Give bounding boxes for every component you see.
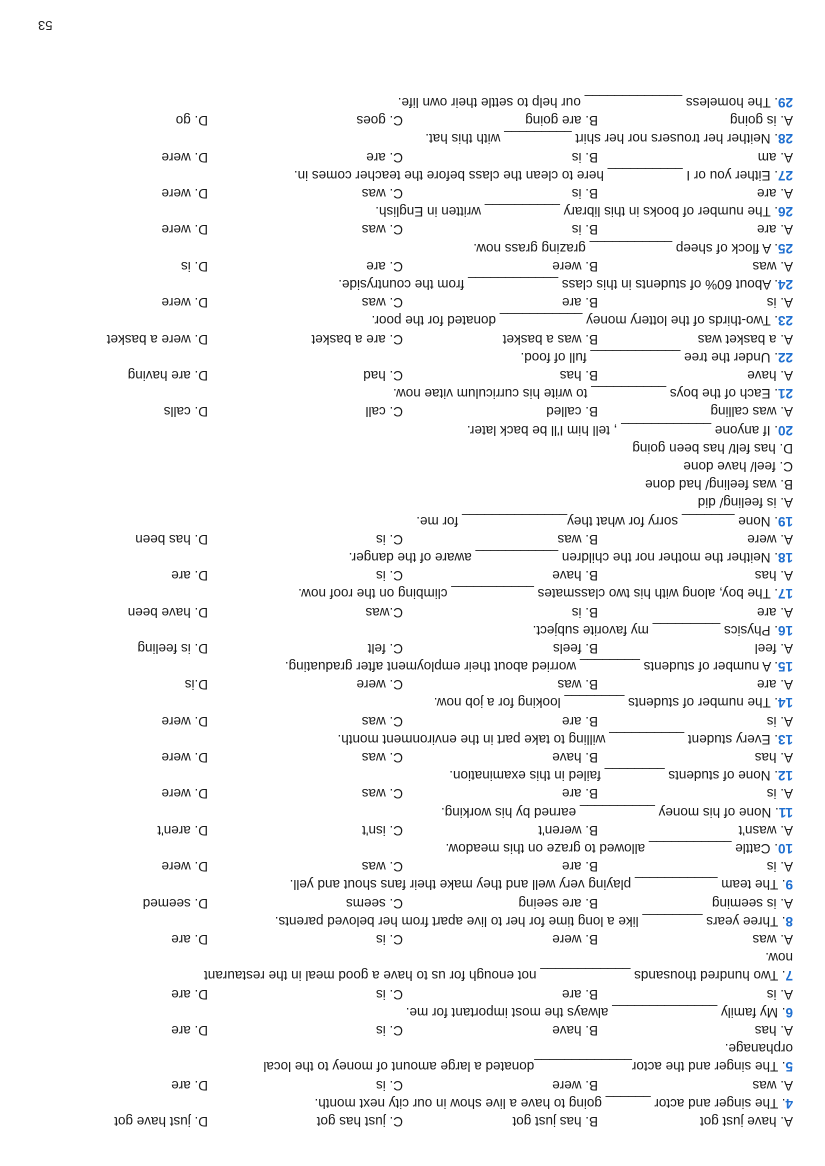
answer-option-d[interactable]: D.is	[184, 677, 208, 693]
answer-option-b[interactable]: B. were	[552, 932, 598, 948]
answer-option-a[interactable]: A. are	[756, 222, 793, 238]
question-number: 6	[785, 1004, 793, 1020]
answer-option-a[interactable]: A. was calling	[710, 404, 793, 420]
answer-option-b[interactable]: B. has just got	[512, 1114, 598, 1129]
answer-options	[21, 712, 793, 730]
question-q9	[21, 857, 793, 893]
question-number: 28	[777, 131, 793, 147]
question-text	[21, 166, 793, 184]
question-number: 24	[777, 276, 793, 292]
answer-option-c[interactable]: C. felt	[367, 640, 403, 656]
question-stem: . Each of the boys __________ to write his curriculum vitae now.	[393, 386, 778, 402]
question-stem: . Every student __________ willing to take part in the environment month.	[337, 731, 778, 747]
question-q20	[21, 402, 793, 438]
answer-option-a[interactable]: A. were	[747, 531, 793, 547]
question-number: 15	[777, 659, 793, 675]
answer-option-d[interactable]: D. were	[161, 859, 208, 875]
answer-option-b[interactable]: B. are	[561, 859, 598, 875]
question-text	[21, 766, 793, 784]
question-stem: . The singer and the actor_____________donated a large amount of money to the local	[263, 1059, 786, 1075]
answer-option-c[interactable]: C. is	[376, 932, 403, 948]
question-q16	[21, 602, 793, 638]
question-stem: . None of students ________ failed in this examination.	[449, 768, 778, 784]
answer-option-b[interactable]: B. were	[552, 258, 598, 274]
answer-options	[21, 147, 793, 165]
answer-options	[21, 220, 793, 238]
question-number: 21	[777, 386, 793, 402]
question-q19	[21, 439, 793, 530]
question-stem: . Cattle ___________ allowed to graze on this meadow.	[445, 841, 778, 857]
question-q8	[21, 893, 793, 929]
question-text	[21, 348, 793, 366]
question-q21	[21, 366, 793, 402]
answer-options	[21, 930, 793, 948]
answer-option-c[interactable]: C. was	[361, 185, 403, 201]
question-stem: . Neither the mother nor the children ___________ aware of the danger.	[348, 549, 778, 565]
answer-option-d[interactable]: D. is	[181, 258, 208, 274]
answer-options	[21, 257, 793, 275]
question-text	[21, 311, 793, 329]
answer-option-c[interactable]: C. were	[356, 677, 403, 693]
question-q24	[21, 257, 793, 293]
question-text	[21, 238, 793, 256]
answer-option-b[interactable]: B. have	[552, 1023, 598, 1039]
answer-option-b[interactable]: B. are	[561, 786, 598, 802]
answer-option-d[interactable]: D. are	[171, 932, 208, 948]
answer-options	[21, 984, 793, 1002]
answer-option-a[interactable]: A. are	[756, 185, 793, 201]
answer-option-d[interactable]: D. calls	[163, 404, 208, 420]
answer-option-b[interactable]: B. are	[561, 713, 598, 729]
question-number: 20	[777, 422, 793, 438]
answer-option-c[interactable]: C. is	[376, 1077, 403, 1093]
question-text	[21, 1057, 793, 1075]
question-q27	[21, 147, 793, 183]
question-stem: . Two-thirds of the lottery money ___________ donated for the poor.	[371, 313, 778, 329]
question-number: 5	[785, 1059, 793, 1075]
question-text	[21, 802, 793, 820]
answer-options	[21, 1021, 793, 1039]
question-stem: . Physics _________ my favorite subject.	[532, 622, 778, 638]
answer-option-b[interactable]: B. are	[561, 986, 598, 1002]
question-stem: now.	[765, 950, 793, 966]
question-q12	[21, 748, 793, 784]
answer-options	[21, 639, 793, 657]
answer-option-b[interactable]: B. is	[571, 604, 598, 620]
question-q26	[21, 184, 793, 220]
answer-option-d[interactable]: D. were	[161, 149, 208, 165]
question-q17	[21, 566, 793, 602]
answer-options	[21, 293, 793, 311]
question-text	[21, 966, 793, 984]
question-stem: . Neither her trousers nor her shirt _________ with this hat.	[425, 131, 778, 147]
question-stem: . The boy, along with his two classmates ___________ climbing on the roof now.	[298, 586, 778, 602]
answer-option-d[interactable]: D. were	[161, 295, 208, 311]
answer-options	[21, 366, 793, 384]
answer-option-c[interactable]: C. is	[376, 568, 403, 584]
question-q10	[21, 821, 793, 857]
question-number: 18	[777, 549, 793, 565]
answer-option-a[interactable]: A. have just got	[699, 1114, 793, 1129]
answer-option-d[interactable]: D. aren't	[157, 822, 208, 838]
answer-option-c[interactable]: C. are a basket	[311, 331, 403, 347]
question-stem: . The homeless _____________ our help to settle their own life.	[397, 95, 778, 111]
answer-options	[21, 857, 793, 875]
answer-option-a[interactable]: A. wasn't	[738, 822, 793, 838]
answer-option-d[interactable]: D. has been	[135, 531, 208, 547]
answer-option-c[interactable]: C. isn't	[362, 822, 403, 838]
answer-option-d[interactable]: D. are having	[127, 367, 208, 383]
answer-option-b[interactable]: B. has	[559, 367, 598, 383]
answer-option-c[interactable]: C. seems	[345, 895, 403, 911]
answer-option-d[interactable]: D. were	[161, 185, 208, 201]
question-number: 14	[777, 695, 793, 711]
answer-option-c[interactable]: C. had	[363, 367, 403, 383]
question-text	[21, 875, 793, 893]
answer-option-b[interactable]: B. was feeling/ had done	[645, 477, 793, 493]
answer-option-d[interactable]: D. are	[171, 568, 208, 584]
answer-option-a[interactable]: A. are	[756, 604, 793, 620]
question-number: 17	[777, 586, 793, 602]
answer-option-a[interactable]: A. is	[766, 986, 793, 1002]
question-q5	[21, 1021, 793, 1076]
question-stem: . Either you or I __________ here to clean the class before the teacher comes in.	[293, 167, 778, 183]
question-text	[21, 420, 793, 438]
question-q29	[21, 93, 793, 111]
question-text	[21, 657, 793, 675]
question-text	[21, 202, 793, 220]
answer-option-d[interactable]: D. were	[161, 750, 208, 766]
answer-options	[21, 748, 793, 766]
question-q7	[21, 930, 793, 985]
answer-option-b[interactable]: B. was	[557, 677, 598, 693]
question-stem: . None of his money __________ earned by his working.	[441, 804, 779, 820]
question-number: 23	[777, 313, 793, 329]
answer-options	[21, 111, 793, 129]
answer-option-c[interactable]: C.was	[365, 604, 403, 620]
question-list	[21, 93, 793, 1130]
answer-option-a[interactable]: A. am	[757, 149, 793, 165]
answer-option-b[interactable]: B. are	[561, 295, 598, 311]
answer-option-d[interactable]: D. just have got	[114, 1114, 208, 1129]
answer-option-b[interactable]: B. are seeing	[518, 895, 598, 911]
answer-option-c[interactable]: C. are	[366, 258, 403, 274]
question-q22	[21, 329, 793, 365]
answer-options	[21, 402, 793, 420]
question-text	[21, 912, 793, 930]
answer-option-a[interactable]: A. has	[754, 1023, 793, 1039]
question-stem: . My family ______________ always the most important for me.	[405, 1004, 786, 1020]
answer-option-a[interactable]: A. is	[766, 713, 793, 729]
question-number: 13	[777, 731, 793, 747]
question-stem: . Three years ________ like a long time for her to live apart from her beloved parents.	[274, 913, 786, 929]
question-stem: . Under the tree ____________ full of food.	[520, 349, 778, 365]
answer-option-a[interactable]: A. have	[747, 367, 793, 383]
answer-options	[21, 566, 793, 584]
answer-option-a[interactable]: A. has	[754, 568, 793, 584]
answer-option-d[interactable]: D. go	[175, 113, 208, 129]
question-q28	[21, 111, 793, 147]
answer-options	[21, 821, 793, 839]
answer-options	[21, 184, 793, 202]
answer-option-a[interactable]: A. is going	[729, 113, 793, 129]
answer-options	[21, 784, 793, 802]
answer-option-a[interactable]: A. was	[752, 258, 793, 274]
answer-option-c[interactable]: C. just has got	[316, 1114, 403, 1129]
answer-option-c[interactable]: C. are	[366, 149, 403, 165]
question-text	[21, 839, 793, 857]
question-stem: . If anyone ____________ , tell him I'll be back later.	[466, 422, 778, 438]
question-stem: . The number of students ________ looking for a job now.	[433, 695, 778, 711]
answer-options	[21, 1112, 793, 1130]
question-q14	[21, 675, 793, 711]
question-text	[21, 730, 793, 748]
answer-option-a[interactable]: A. was	[752, 932, 793, 948]
answer-option-b[interactable]: B. was a basket	[502, 331, 598, 347]
question-text	[21, 93, 793, 111]
answer-option-d[interactable]: D. is feeling	[137, 640, 208, 656]
answer-option-b[interactable]: B. weren't	[538, 822, 598, 838]
answer-option-c[interactable]: C. is	[376, 1023, 403, 1039]
answer-option-b[interactable]: B. were	[552, 1077, 598, 1093]
answer-option-c[interactable]: C. was	[361, 222, 403, 238]
question-stem: . None _______ sorry for what they______________ for me.	[416, 513, 778, 529]
answer-option-c[interactable]: C. goes	[356, 113, 403, 129]
answer-option-c[interactable]: C. was	[361, 786, 403, 802]
question-text-continued	[21, 1039, 793, 1057]
question-text	[21, 693, 793, 711]
answer-option-b[interactable]: B. have	[552, 750, 598, 766]
answer-option-d[interactable]: D. were	[161, 786, 208, 802]
answer-option-c[interactable]: C. was	[361, 750, 403, 766]
answer-option-b[interactable]: B. is	[571, 185, 598, 201]
answer-option-b[interactable]: B. is	[571, 149, 598, 165]
answer-option-a[interactable]: A. a basket was	[697, 331, 793, 347]
question-q18	[21, 530, 793, 566]
question-q6	[21, 984, 793, 1020]
question-number: 11	[778, 804, 793, 820]
question-text	[21, 548, 793, 566]
question-text	[21, 384, 793, 402]
answer-option-a[interactable]: A. is	[766, 786, 793, 802]
question-text	[21, 584, 793, 602]
answer-options	[21, 329, 793, 347]
answer-option-c[interactable]: C. call	[365, 404, 403, 420]
question-number: 25	[777, 240, 793, 256]
question-q4	[21, 1075, 793, 1111]
answer-option-c[interactable]: C. is	[376, 531, 403, 547]
question-text	[21, 511, 793, 529]
question-text	[21, 621, 793, 639]
question-number: 19	[777, 513, 793, 529]
question-number: 26	[777, 204, 793, 220]
question-stem: . The team ___________ playing very well and they make their fans shout and yell.	[289, 877, 786, 893]
question-stem: . About 60% of students in this class ____________ from the countryside.	[338, 276, 778, 292]
answer-option-c[interactable]: C. feel/ have done	[683, 458, 793, 474]
question-number: 22	[777, 349, 793, 365]
page-number: 53	[38, 18, 53, 33]
answer-option-a[interactable]: A. is	[766, 859, 793, 875]
answer-options	[21, 439, 793, 512]
answer-option-d[interactable]: D. are	[171, 1077, 208, 1093]
question-text	[21, 1003, 793, 1021]
answer-options	[21, 893, 793, 911]
answer-option-d[interactable]: D. are	[171, 1023, 208, 1039]
question-number: 10	[777, 841, 793, 857]
answer-option-d[interactable]: D. have been	[127, 604, 208, 620]
question-q25	[21, 220, 793, 256]
answer-option-a[interactable]: A. are	[756, 677, 793, 693]
answer-option-b[interactable]: B. have	[552, 568, 598, 584]
question-q11	[21, 784, 793, 820]
answer-option-a[interactable]: A. was	[752, 1077, 793, 1093]
answer-option-a[interactable]: A. has	[754, 750, 793, 766]
answer-option-b[interactable]: B. is	[571, 222, 598, 238]
answer-option-d[interactable]: D. were	[161, 713, 208, 729]
answer-option-b[interactable]: B. feels	[552, 640, 598, 656]
question-number: 29	[777, 95, 793, 111]
answer-option-c[interactable]: C. was	[361, 713, 403, 729]
question-stem: . A flock of sheep ___________ grazing grass now.	[473, 240, 778, 256]
answer-option-b[interactable]: B. was	[557, 531, 598, 547]
answer-option-d[interactable]: D. has felt/ has been going	[632, 440, 793, 456]
question-number: 9	[785, 877, 793, 893]
question-text	[21, 1094, 793, 1112]
question-number: 7	[785, 968, 793, 984]
answer-option-c[interactable]: C. is	[376, 986, 403, 1002]
question-text	[21, 275, 793, 293]
question-number: 4	[785, 1095, 793, 1111]
question-q3	[21, 1112, 793, 1130]
question-text	[21, 129, 793, 147]
answer-option-d[interactable]: D. were a basket	[106, 331, 208, 347]
question-stem: orphanage.	[724, 1041, 793, 1057]
question-number: 12	[777, 768, 793, 784]
question-number: 8	[785, 913, 793, 929]
question-stem: . The singer and actor ______ going to have a live show in our city next month.	[314, 1095, 786, 1111]
question-q23	[21, 293, 793, 329]
answer-option-a[interactable]: A. feel	[754, 640, 793, 656]
answer-option-b[interactable]: B. called	[546, 404, 598, 420]
question-text-continued	[21, 948, 793, 966]
answer-option-c[interactable]: C. was	[361, 859, 403, 875]
question-number: 16	[777, 622, 793, 638]
answer-option-d[interactable]: D. are	[171, 986, 208, 1002]
answer-option-b[interactable]: B. are going	[525, 113, 598, 129]
question-q15	[21, 639, 793, 675]
answer-options	[21, 602, 793, 620]
question-stem: . A number of students ________ worried about their employment after graduating.	[284, 659, 778, 675]
answer-options	[21, 530, 793, 548]
answer-option-d[interactable]: D. were	[161, 222, 208, 238]
question-number: 27	[777, 167, 793, 183]
question-q13	[21, 712, 793, 748]
answer-option-a[interactable]: A. is feeling/ did	[697, 495, 793, 511]
answer-options	[21, 675, 793, 693]
question-stem: . Two hundred thousands ____________ not enough for us to have a good meal in the restaurant	[204, 968, 786, 984]
answer-option-a[interactable]: A. is	[766, 295, 793, 311]
answer-options	[21, 1075, 793, 1093]
answer-option-a[interactable]: A. is seeming	[711, 895, 793, 911]
answer-option-d[interactable]: D. seemed	[142, 895, 208, 911]
question-stem: . The number of books in this library __________ written in English.	[375, 204, 778, 220]
answer-option-c[interactable]: C. was	[361, 295, 403, 311]
